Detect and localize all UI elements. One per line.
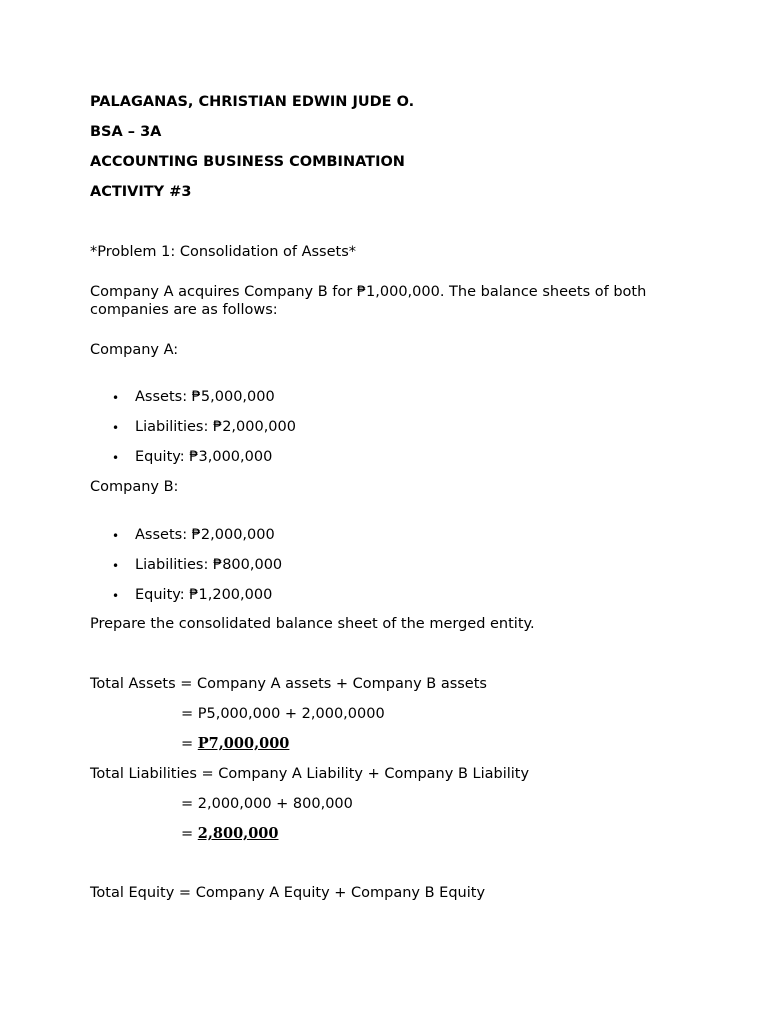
total-assets-step: = P5,000,000 + 2,000,0000: [181, 706, 385, 722]
total-liabilities-result: [181, 825, 279, 843]
total-liabilities-formula: Total Liabilities = Company A Liability + Company B Liability: [90, 766, 530, 782]
equals-sign: =: [181, 736, 198, 752]
total-liabilities-step: = 2,000,000 + 800,000: [181, 796, 353, 812]
company-b-equity: Equity: ₱1,200,000: [135, 587, 273, 603]
bullet-icon: •: [112, 421, 120, 435]
total-assets-answer: P7,000,000: [197, 735, 290, 752]
student-section: BSA – 3A: [90, 124, 162, 140]
problem-title: *Problem 1: Consolidation of Assets*: [90, 244, 357, 260]
company-a-label: Company A:: [90, 342, 179, 358]
company-b-label: Company B:: [90, 479, 179, 495]
total-assets-formula: Total Assets = Company A assets + Company B assets: [90, 676, 487, 692]
bullet-icon: •: [112, 391, 120, 405]
subject-title: ACCOUNTING BUSINESS COMBINATION: [90, 154, 405, 170]
bullet-icon: •: [112, 529, 120, 543]
activity-title: ACTIVITY #3: [90, 184, 192, 200]
company-b-liabilities: Liabilities: ₱800,000: [135, 557, 283, 573]
company-b-assets: Assets: ₱2,000,000: [135, 527, 275, 543]
company-a-assets: Assets: ₱5,000,000: [135, 389, 275, 405]
company-a-liabilities: Liabilities: ₱2,000,000: [135, 419, 296, 435]
company-a-equity: Equity: ₱3,000,000: [135, 449, 273, 465]
total-equity-formula: Total Equity = Company A Equity + Company B Equity: [90, 885, 486, 901]
problem-instruction: Prepare the consolidated balance sheet of the merged entity.: [90, 616, 535, 632]
bullet-icon: •: [112, 589, 120, 603]
bullet-icon: •: [112, 559, 120, 573]
total-liabilities-answer: 2,800,000: [197, 825, 279, 842]
total-assets-result: [181, 735, 289, 753]
problem-statement: Company A acquires Company B for ₱1,000,000. The balance sheets of both companies are as follows:: [90, 284, 647, 318]
bullet-icon: •: [112, 451, 120, 465]
student-name: PALAGANAS, CHRISTIAN EDWIN JUDE O.: [90, 94, 415, 110]
equals-sign: =: [181, 826, 198, 842]
